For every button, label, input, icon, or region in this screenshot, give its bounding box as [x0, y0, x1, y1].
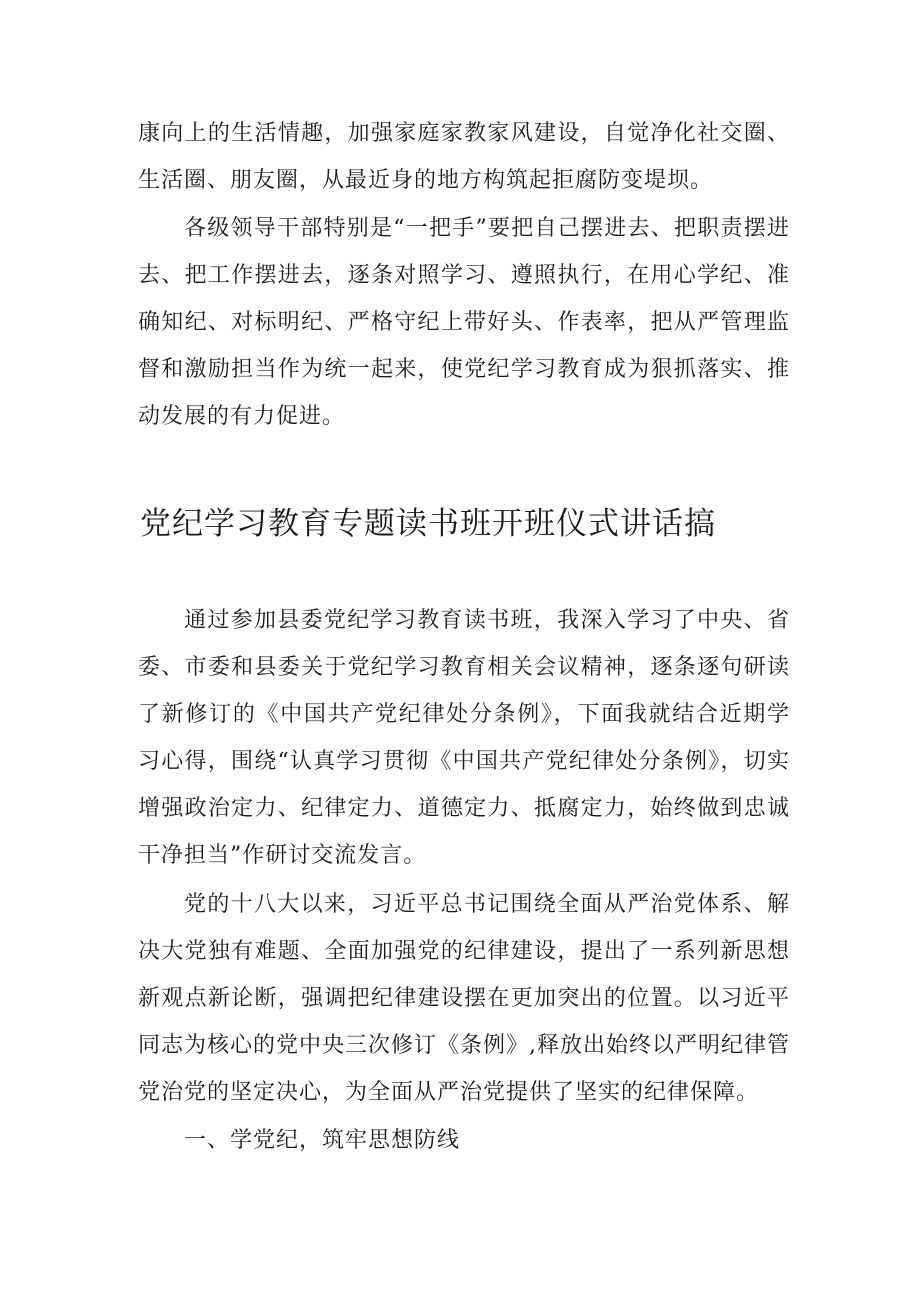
continuation-paragraph: 康向上的生活情趣，加强家庭家教家风建设，自觉净化社交圈、生活圈、朋友圈，从最近身的地方构筑起拒腐防变堤坝。 — [138, 121, 790, 193]
document-title: 党纪学习教育专题读书班开班仪式讲话搞 — [140, 506, 716, 542]
paragraph-leaders: 各级领导干部特别是“一把手”要把自己摆进去、把职责摆进去、把工作摆进去，逐条对照学习、遵照执行，在用心学纪、准确知纪、对标明纪、严格守纪上带好头、作表率，把从严管理监督和激励担当作为统一起来，使党纪学习教育成为狠抓落实、推动发展的有力促进。 — [138, 216, 790, 429]
section-heading-1: 一、学党纪，筑牢思想防线 — [184, 1128, 461, 1153]
paragraph-intro: 通过参加县委党纪学习教育读书班，我深入学习了中央、省委、市委和县委关于党纪学习教育相关会议精神，逐条逐句研读了新修订的《中国共产党纪律处分条例》，下面我就结合近期学习心得，围绕“认真学习贯彻《中国共产党纪律处分条例》，切实增强政治定力、纪律定力、道德定力、抵腐定力，始终做到忠诚干净担当”作研讨交流发言。 — [138, 608, 790, 868]
paragraph-background: 党的十八大以来，习近平总书记围绕全面从严治党体系、解决大党独有难题、全面加强党的纪律建设，提出了一系列新思想新观点新论断，强调把纪律建设摆在更加突出的位置。以习近平同志为核心的党中央三次修订《条例》,释放出始终以严明纪律管党治党的坚定决心，为全面从严治党提供了坚实的纪律保障。 — [138, 892, 790, 1105]
